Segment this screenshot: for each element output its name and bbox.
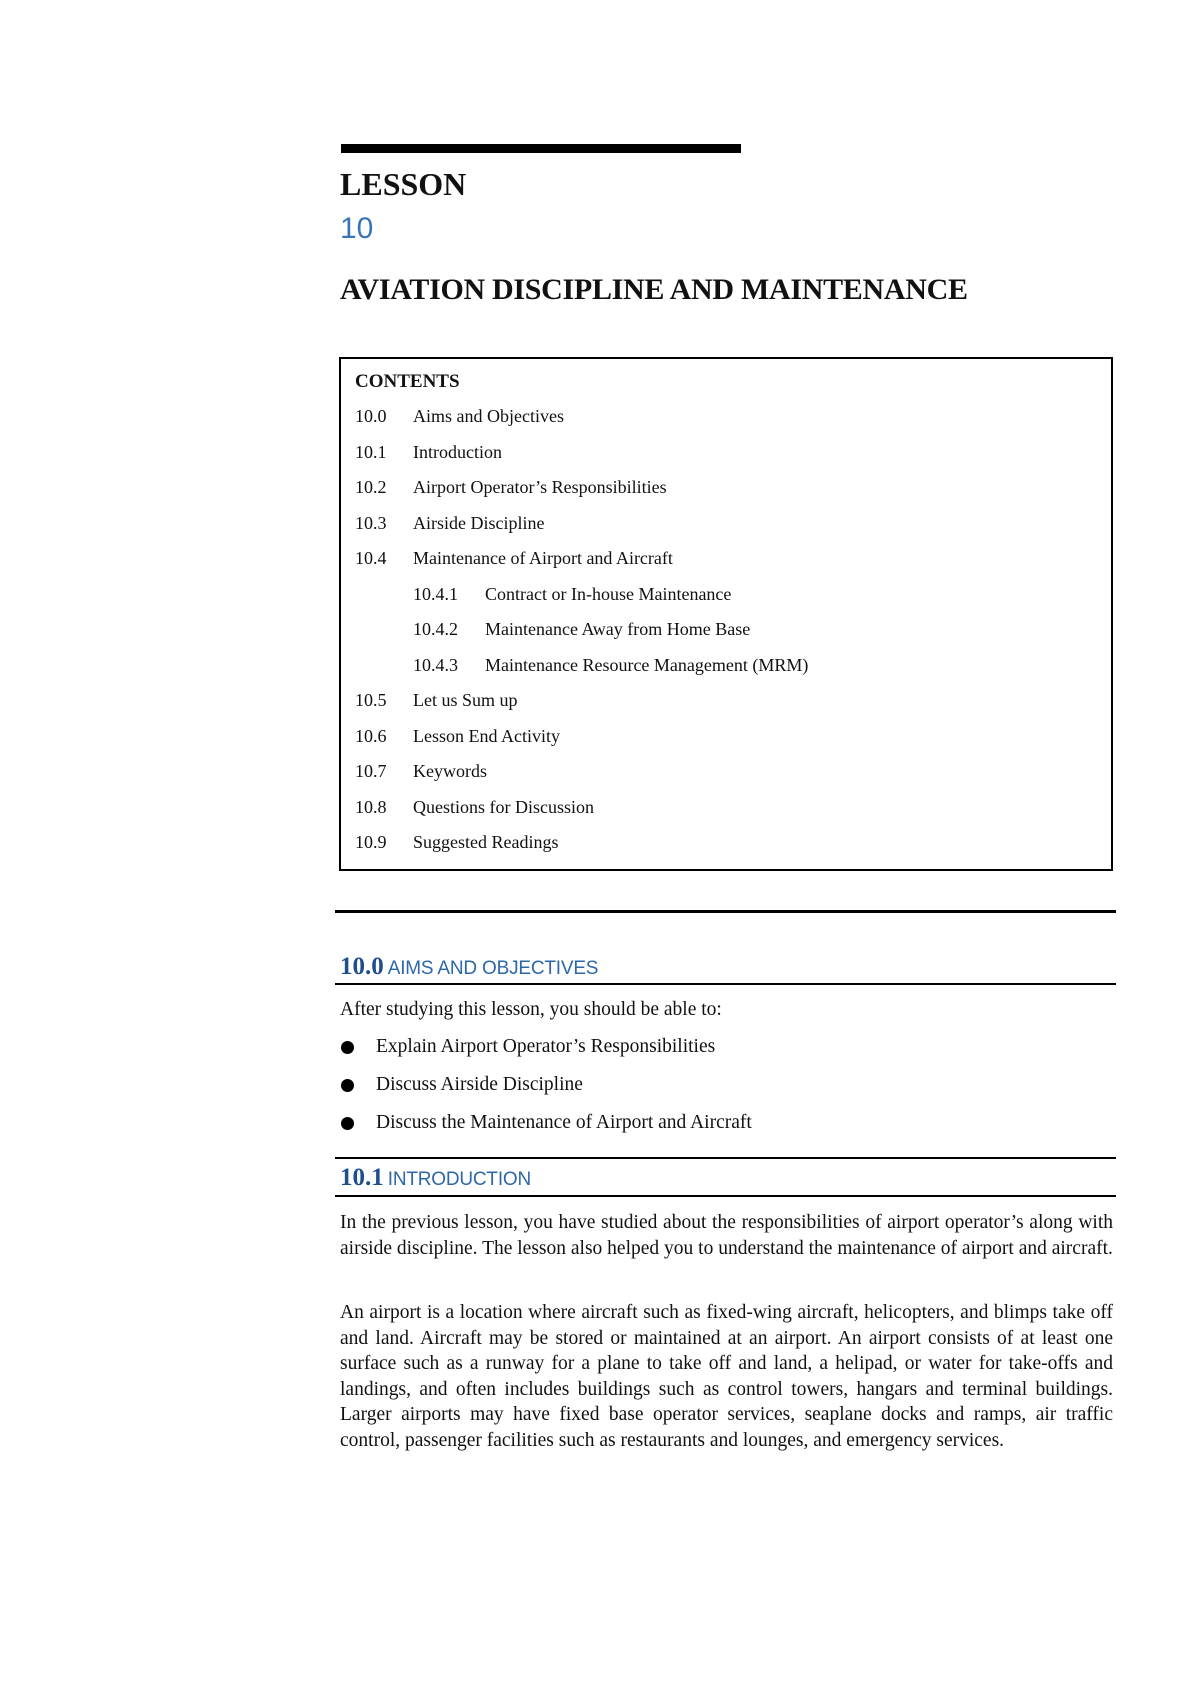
intro-paragraph-2: An airport is a location where aircraft such as fixed-wing aircraft, helicopters, and blimps take off and land. Aircraft may be stored or maintained at an airport. An airport consists of at least one surface such as a runway for a plane to take off and land, a helipad, or water for take-offs and landings, and often includes buildings such as control towers, hangars and terminal buildings. Larger airports may have fixed base operator services, seaplane docks and ramps, air traffic control, passenger facilities such as restaurants and lounges, and emergency services. — [340, 1302, 1113, 1451]
objectives-intro: After studying this lesson, you should be able to: — [340, 999, 722, 1020]
bullet-icon — [341, 1117, 354, 1130]
toc-subitem[interactable] — [355, 582, 808, 618]
toc-label: Airport Operator’s Responsibilities — [413, 477, 667, 497]
section-underline — [335, 983, 1116, 985]
toc-subitem[interactable] — [355, 653, 808, 689]
toc-number: 10.3 — [355, 512, 387, 533]
toc-item[interactable] — [355, 475, 808, 511]
section-heading-aims — [340, 952, 598, 985]
contents-heading: CONTENTS — [355, 371, 460, 392]
section-title: AIMS AND OBJECTIVES — [387, 958, 599, 979]
toc-label: Maintenance Resource Management (MRM) — [485, 654, 809, 675]
toc-item[interactable] — [355, 724, 808, 760]
toc-item[interactable] — [355, 546, 808, 582]
toc-item[interactable] — [355, 795, 808, 831]
toc-number: 10.8 — [355, 796, 387, 817]
lesson-label: LESSON — [340, 166, 467, 202]
toc-label: Let us Sum up — [413, 690, 518, 710]
objective-item — [340, 1034, 752, 1072]
toc-item[interactable] — [355, 404, 808, 440]
toc-label: Contract or In-house Maintenance — [485, 583, 732, 604]
section-number: 10.1 — [340, 1164, 384, 1191]
objective-text: Discuss Airside Discipline — [376, 1074, 583, 1095]
objective-text: Discuss the Maintenance of Airport and Aircraft — [376, 1112, 752, 1133]
bullet-icon — [341, 1041, 354, 1054]
toc-number: 10.0 — [355, 406, 387, 426]
toc-label: Maintenance Away from Home Base — [485, 619, 751, 639]
toc-number: 10.7 — [355, 761, 387, 781]
toc-subitem[interactable] — [355, 617, 808, 653]
toc-item[interactable] — [355, 759, 808, 795]
toc-number: 10.4.1 — [413, 583, 458, 604]
objective-text: Explain Airport Operator’s Responsibilities — [376, 1036, 716, 1057]
section-title: INTRODUCTION — [387, 1169, 532, 1190]
toc-label: Keywords — [413, 761, 487, 781]
toc-label: Airside Discipline — [413, 512, 545, 533]
lesson-number: 10 — [340, 212, 374, 245]
toc-label: Questions for Discussion — [413, 796, 594, 817]
toc-number: 10.9 — [355, 832, 387, 852]
toc-number: 10.2 — [355, 477, 387, 497]
toc-label: Lesson End Activity — [413, 725, 560, 746]
bullet-icon — [341, 1079, 354, 1092]
toc-item[interactable] — [355, 688, 808, 724]
toc-number: 10.4.2 — [413, 619, 458, 639]
toc-number: 10.6 — [355, 725, 387, 746]
section-divider — [335, 910, 1116, 913]
toc-item[interactable] — [355, 440, 808, 476]
header-rule — [341, 144, 741, 153]
toc-item[interactable] — [355, 511, 808, 547]
toc-number: 10.5 — [355, 690, 387, 710]
toc-number: 10.4.3 — [413, 654, 458, 675]
objective-item — [340, 1110, 752, 1148]
toc-label: Introduction — [413, 441, 502, 462]
toc-label: Suggested Readings — [413, 832, 559, 852]
toc-number: 10.1 — [355, 441, 387, 462]
objective-item — [340, 1072, 752, 1110]
toc-list — [355, 404, 808, 866]
toc-label: Aims and Objectives — [413, 406, 564, 426]
objectives-list — [340, 1034, 752, 1148]
lesson-title: AVIATION DISCIPLINE AND MAINTENANCE — [340, 273, 968, 306]
toc-item[interactable] — [355, 830, 808, 866]
toc-number: 10.4 — [355, 548, 387, 568]
section-number: 10.0 — [340, 953, 384, 980]
section-heading-introduction — [340, 1163, 531, 1196]
toc-label: Maintenance of Airport and Aircraft — [413, 548, 673, 568]
section-divider — [335, 1157, 1116, 1159]
intro-paragraph-1: In the previous lesson, you have studied about the responsibilities of airport operator’s along with airside discipline. The lesson also helped you to understand the maintenance of airport and aircraft. — [340, 1212, 1113, 1259]
contents-box — [339, 357, 1113, 871]
section-underline — [335, 1195, 1116, 1197]
